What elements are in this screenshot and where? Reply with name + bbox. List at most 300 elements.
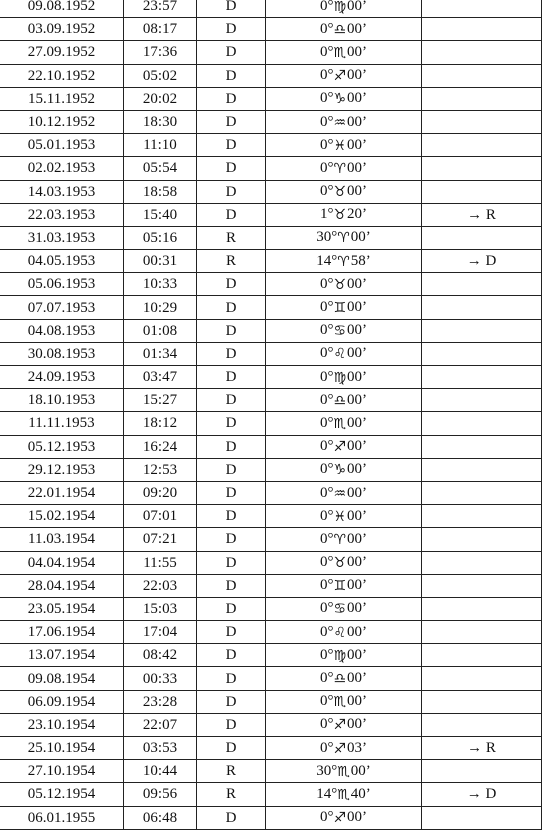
position-degrees: 1° xyxy=(319,206,334,223)
position-degrees: 0° xyxy=(319,113,334,130)
position-degrees: 30° xyxy=(316,762,338,779)
zodiac-sign-icon: ♉︎ xyxy=(333,207,347,224)
position-cell xyxy=(266,435,422,458)
position-cell xyxy=(266,574,422,597)
station-note-cell xyxy=(422,574,542,597)
zodiac-sign-icon: ♏︎ xyxy=(337,763,350,780)
table-row xyxy=(0,458,542,481)
time-cell: 22:07 xyxy=(124,713,197,736)
date-cell: 24.09.1953 xyxy=(0,366,124,389)
station-note-cell xyxy=(422,528,542,551)
position-degrees: 0° xyxy=(319,600,334,617)
position-cell xyxy=(266,806,422,829)
date-cell: 11.03.1954 xyxy=(0,528,124,551)
direction-cell: D xyxy=(197,319,266,342)
position-degrees: 0° xyxy=(319,368,334,385)
zodiac-sign-icon: ♍︎ xyxy=(333,369,347,386)
table-row xyxy=(0,134,542,157)
time-cell: 18:58 xyxy=(124,180,197,203)
position-minutes: 00’ xyxy=(347,159,368,176)
date-cell: 13.07.1954 xyxy=(0,644,124,667)
time-cell: 18:12 xyxy=(124,412,197,435)
station-note-cell xyxy=(422,366,542,389)
time-cell: 05:16 xyxy=(124,226,197,249)
direction-cell: D xyxy=(197,435,266,458)
position-degrees: 0° xyxy=(319,507,334,524)
direction-cell: D xyxy=(197,0,266,18)
direction-cell: D xyxy=(197,505,266,528)
station-note-cell: → D xyxy=(422,250,542,273)
time-cell: 17:04 xyxy=(124,621,197,644)
time-cell: 09:20 xyxy=(124,481,197,504)
time-cell: 23:57 xyxy=(124,0,197,18)
time-cell: 15:27 xyxy=(124,389,197,412)
zodiac-sign-icon: ♈︎ xyxy=(333,160,347,177)
date-cell: 15.11.1952 xyxy=(0,87,124,110)
date-cell: 03.09.1952 xyxy=(0,18,124,41)
zodiac-sign-icon: ♐︎ xyxy=(333,717,347,734)
zodiac-sign-icon: ♊︎ xyxy=(333,300,347,317)
position-degrees: 0° xyxy=(319,322,334,339)
position-degrees: 30° xyxy=(316,229,338,246)
position-minutes: 00’ xyxy=(347,391,368,408)
time-cell: 18:30 xyxy=(124,110,197,133)
position-cell xyxy=(266,250,422,273)
table-row xyxy=(0,157,542,180)
position-minutes: 00’ xyxy=(347,600,368,617)
direction-cell: D xyxy=(197,667,266,690)
direction-cell: D xyxy=(197,296,266,319)
zodiac-sign-icon: ♈︎ xyxy=(333,531,347,548)
table-row xyxy=(0,481,542,504)
date-cell: 17.06.1954 xyxy=(0,621,124,644)
position-degrees: 0° xyxy=(319,43,334,60)
time-cell: 03:53 xyxy=(124,737,197,760)
table-row xyxy=(0,574,542,597)
direction-cell: D xyxy=(197,273,266,296)
position-degrees: 0° xyxy=(319,484,334,501)
zodiac-sign-icon: ♎︎ xyxy=(333,671,347,688)
date-cell: 18.10.1953 xyxy=(0,389,124,412)
table-row xyxy=(0,342,542,365)
position-degrees: 0° xyxy=(319,461,334,478)
position-cell xyxy=(266,87,422,110)
zodiac-sign-icon: ♊︎ xyxy=(333,578,347,595)
zodiac-sign-icon: ♉︎ xyxy=(333,184,347,201)
position-minutes: 00’ xyxy=(347,43,368,60)
direction-cell: D xyxy=(197,621,266,644)
zodiac-sign-icon: ♏︎ xyxy=(337,786,350,803)
zodiac-sign-icon: ♍︎ xyxy=(333,0,347,15)
direction-cell: D xyxy=(197,110,266,133)
position-minutes: 00’ xyxy=(347,623,368,640)
position-degrees: 0° xyxy=(319,345,334,362)
station-note-cell xyxy=(422,806,542,829)
position-degrees: 0° xyxy=(319,716,334,733)
station-note-cell xyxy=(422,41,542,64)
time-cell: 10:44 xyxy=(124,760,197,783)
position-minutes: 00’ xyxy=(347,275,368,292)
position-minutes: 00’ xyxy=(347,136,368,153)
time-cell: 10:29 xyxy=(124,296,197,319)
date-cell: 05.01.1953 xyxy=(0,134,124,157)
station-note-cell xyxy=(422,87,542,110)
time-cell: 05:02 xyxy=(124,64,197,87)
position-minutes: 00’ xyxy=(347,646,368,663)
table-row xyxy=(0,389,542,412)
station-note-cell xyxy=(422,481,542,504)
date-cell: 05.12.1953 xyxy=(0,435,124,458)
position-degrees: 0° xyxy=(319,809,334,826)
time-cell: 11:10 xyxy=(124,134,197,157)
time-cell: 12:53 xyxy=(124,458,197,481)
position-cell xyxy=(266,110,422,133)
date-cell: 15.02.1954 xyxy=(0,505,124,528)
table-row xyxy=(0,644,542,667)
position-cell xyxy=(266,157,422,180)
position-minutes: 00’ xyxy=(347,414,368,431)
direction-cell: R xyxy=(197,226,266,249)
position-degrees: 0° xyxy=(319,183,334,200)
direction-cell: D xyxy=(197,574,266,597)
position-cell xyxy=(266,180,422,203)
station-note-cell xyxy=(422,412,542,435)
position-degrees: 0° xyxy=(319,136,334,153)
station-note-cell xyxy=(422,690,542,713)
date-cell: 22.03.1953 xyxy=(0,203,124,226)
time-cell: 23:28 xyxy=(124,690,197,713)
time-cell: 08:42 xyxy=(124,644,197,667)
zodiac-sign-icon: ♉︎ xyxy=(333,276,347,293)
position-cell xyxy=(266,621,422,644)
date-cell: 23.05.1954 xyxy=(0,597,124,620)
date-cell: 14.03.1953 xyxy=(0,180,124,203)
table-row xyxy=(0,783,542,806)
time-cell: 01:34 xyxy=(124,342,197,365)
direction-cell: D xyxy=(197,806,266,829)
position-cell xyxy=(266,783,422,806)
station-note-cell xyxy=(422,157,542,180)
position-cell xyxy=(266,319,422,342)
date-cell: 09.08.1952 xyxy=(0,0,124,18)
position-minutes: 00’ xyxy=(347,368,368,385)
position-minutes: 00’ xyxy=(347,90,368,107)
table-row xyxy=(0,713,542,736)
direction-cell: D xyxy=(197,180,266,203)
date-cell: 10.12.1952 xyxy=(0,110,124,133)
position-cell xyxy=(266,760,422,783)
position-cell xyxy=(266,737,422,760)
station-note-cell xyxy=(422,180,542,203)
zodiac-sign-icon: ♏︎ xyxy=(333,694,347,711)
time-cell: 01:08 xyxy=(124,319,197,342)
station-note-cell xyxy=(422,597,542,620)
table-row xyxy=(0,760,542,783)
table-row xyxy=(0,296,542,319)
station-note-cell xyxy=(422,551,542,574)
position-cell xyxy=(266,481,422,504)
position-minutes: 00’ xyxy=(347,183,368,200)
direction-cell: D xyxy=(197,64,266,87)
direction-cell: D xyxy=(197,157,266,180)
position-minutes: 00’ xyxy=(347,299,368,316)
table-row xyxy=(0,110,542,133)
station-note-cell xyxy=(422,342,542,365)
date-cell: 07.07.1953 xyxy=(0,296,124,319)
position-degrees: 0° xyxy=(319,646,334,663)
position-minutes: 00’ xyxy=(347,554,368,571)
date-cell: 09.08.1954 xyxy=(0,667,124,690)
station-note-cell xyxy=(422,621,542,644)
position-minutes: 40’ xyxy=(350,785,371,802)
station-note-cell xyxy=(422,458,542,481)
table-row xyxy=(0,412,542,435)
position-minutes: 00’ xyxy=(347,322,368,339)
zodiac-sign-icon: ♈︎ xyxy=(337,230,350,247)
position-minutes: 00’ xyxy=(347,0,368,14)
position-minutes: 00’ xyxy=(347,113,368,130)
date-cell: 06.09.1954 xyxy=(0,690,124,713)
date-cell: 27.10.1954 xyxy=(0,760,124,783)
position-cell xyxy=(266,226,422,249)
table-row xyxy=(0,18,542,41)
position-minutes: 00’ xyxy=(347,438,368,455)
position-degrees: 0° xyxy=(319,438,334,455)
station-note-cell xyxy=(422,713,542,736)
position-minutes: 00’ xyxy=(350,229,371,246)
direction-cell: D xyxy=(197,203,266,226)
position-degrees: 0° xyxy=(319,577,334,594)
direction-cell: D xyxy=(197,41,266,64)
date-cell: 05.06.1953 xyxy=(0,273,124,296)
position-cell xyxy=(266,64,422,87)
position-minutes: 00’ xyxy=(347,670,368,687)
time-cell: 10:33 xyxy=(124,273,197,296)
direction-cell: R xyxy=(197,783,266,806)
station-note-cell xyxy=(422,505,542,528)
position-degrees: 0° xyxy=(319,670,334,687)
zodiac-sign-icon: ♉︎ xyxy=(333,555,347,572)
position-minutes: 00’ xyxy=(347,693,368,710)
zodiac-sign-icon: ♒︎ xyxy=(333,485,347,502)
table-row xyxy=(0,667,542,690)
date-cell: 04.08.1953 xyxy=(0,319,124,342)
direction-cell: R xyxy=(197,250,266,273)
station-note-cell xyxy=(422,134,542,157)
table-row xyxy=(0,87,542,110)
time-cell: 00:31 xyxy=(124,250,197,273)
zodiac-sign-icon: ♒︎ xyxy=(333,114,347,131)
time-cell: 07:01 xyxy=(124,505,197,528)
station-note-cell xyxy=(422,296,542,319)
direction-cell: D xyxy=(197,389,266,412)
table-row xyxy=(0,273,542,296)
time-cell: 22:03 xyxy=(124,574,197,597)
time-cell: 05:54 xyxy=(124,157,197,180)
date-cell: 27.09.1952 xyxy=(0,41,124,64)
direction-cell: D xyxy=(197,690,266,713)
zodiac-sign-icon: ♎︎ xyxy=(333,392,347,409)
date-cell: 04.04.1954 xyxy=(0,551,124,574)
station-note-cell xyxy=(422,435,542,458)
direction-cell: D xyxy=(197,342,266,365)
table-row xyxy=(0,180,542,203)
position-cell xyxy=(266,18,422,41)
position-degrees: 0° xyxy=(319,739,334,756)
date-cell: 22.01.1954 xyxy=(0,481,124,504)
zodiac-sign-icon: ♌︎ xyxy=(333,346,347,363)
position-cell xyxy=(266,366,422,389)
zodiac-sign-icon: ♋︎ xyxy=(333,601,347,618)
direction-cell: D xyxy=(197,87,266,110)
zodiac-sign-icon: ♍︎ xyxy=(333,647,347,664)
time-cell: 15:40 xyxy=(124,203,197,226)
station-note-cell: → R xyxy=(422,203,542,226)
position-degrees: 0° xyxy=(319,299,334,316)
position-degrees: 0° xyxy=(319,391,334,408)
date-cell: 02.02.1953 xyxy=(0,157,124,180)
direction-cell: D xyxy=(197,713,266,736)
position-degrees: 0° xyxy=(319,159,334,176)
station-note-cell xyxy=(422,667,542,690)
time-cell: 08:17 xyxy=(124,18,197,41)
position-minutes: 00’ xyxy=(347,577,368,594)
zodiac-sign-icon: ♓︎ xyxy=(333,508,347,525)
position-minutes: 20’ xyxy=(347,206,368,223)
position-degrees: 0° xyxy=(319,20,334,37)
position-cell xyxy=(266,713,422,736)
direction-cell: D xyxy=(197,366,266,389)
direction-cell: D xyxy=(197,644,266,667)
station-note-cell xyxy=(422,110,542,133)
position-cell xyxy=(266,505,422,528)
time-cell: 17:36 xyxy=(124,41,197,64)
date-cell: 04.05.1953 xyxy=(0,250,124,273)
position-minutes: 58’ xyxy=(350,252,371,269)
position-minutes: 00’ xyxy=(347,345,368,362)
table-row xyxy=(0,226,542,249)
table-row xyxy=(0,806,542,829)
position-minutes: 03’ xyxy=(347,739,368,756)
position-cell xyxy=(266,458,422,481)
station-note-cell xyxy=(422,64,542,87)
direction-cell: D xyxy=(197,551,266,574)
station-note-cell xyxy=(422,18,542,41)
time-cell: 07:21 xyxy=(124,528,197,551)
position-cell xyxy=(266,389,422,412)
position-cell xyxy=(266,528,422,551)
direction-cell: D xyxy=(197,737,266,760)
date-cell: 06.01.1955 xyxy=(0,806,124,829)
position-degrees: 0° xyxy=(319,530,334,547)
position-degrees: 0° xyxy=(319,693,334,710)
time-cell: 03:47 xyxy=(124,366,197,389)
position-minutes: 00’ xyxy=(347,461,368,478)
position-minutes: 00’ xyxy=(347,20,368,37)
time-cell: 20:02 xyxy=(124,87,197,110)
position-cell xyxy=(266,551,422,574)
station-note-cell xyxy=(422,273,542,296)
station-note-cell xyxy=(422,644,542,667)
table-row xyxy=(0,621,542,644)
zodiac-sign-icon: ♏︎ xyxy=(333,44,347,61)
position-degrees: 0° xyxy=(319,67,334,84)
date-cell: 25.10.1954 xyxy=(0,737,124,760)
position-minutes: 00’ xyxy=(347,716,368,733)
table-row xyxy=(0,41,542,64)
table-row xyxy=(0,366,542,389)
time-cell: 00:33 xyxy=(124,667,197,690)
direction-cell: D xyxy=(197,134,266,157)
table-row xyxy=(0,505,542,528)
time-cell: 16:24 xyxy=(124,435,197,458)
direction-cell: D xyxy=(197,412,266,435)
table-row xyxy=(0,203,542,226)
position-minutes: 00’ xyxy=(347,530,368,547)
position-minutes: 00’ xyxy=(347,484,368,501)
position-cell xyxy=(266,134,422,157)
position-minutes: 00’ xyxy=(350,762,371,779)
station-note-cell xyxy=(422,226,542,249)
date-cell: 28.04.1954 xyxy=(0,574,124,597)
station-note-cell xyxy=(422,319,542,342)
position-cell xyxy=(266,0,422,18)
zodiac-sign-icon: ♐︎ xyxy=(333,68,347,85)
zodiac-sign-icon: ♑︎ xyxy=(333,91,347,108)
zodiac-sign-icon: ♐︎ xyxy=(333,810,347,827)
date-cell: 29.12.1953 xyxy=(0,458,124,481)
direction-cell: D xyxy=(197,528,266,551)
table-row xyxy=(0,597,542,620)
date-cell: 31.03.1953 xyxy=(0,226,124,249)
position-cell xyxy=(266,273,422,296)
station-note-cell xyxy=(422,0,542,18)
direction-cell: R xyxy=(197,760,266,783)
direction-cell: D xyxy=(197,458,266,481)
position-cell xyxy=(266,690,422,713)
table-row xyxy=(0,250,542,273)
position-cell xyxy=(266,203,422,226)
position-degrees: 0° xyxy=(319,0,334,14)
zodiac-sign-icon: ♈︎ xyxy=(337,253,350,270)
zodiac-sign-icon: ♋︎ xyxy=(333,323,347,340)
table-row xyxy=(0,528,542,551)
position-cell xyxy=(266,342,422,365)
zodiac-sign-icon: ♎︎ xyxy=(333,21,347,38)
position-minutes: 00’ xyxy=(347,809,368,826)
position-minutes: 00’ xyxy=(347,507,368,524)
zodiac-sign-icon: ♑︎ xyxy=(333,462,347,479)
direction-cell: D xyxy=(197,597,266,620)
position-degrees: 0° xyxy=(319,623,334,640)
position-minutes: 00’ xyxy=(347,67,368,84)
zodiac-sign-icon: ♏︎ xyxy=(333,415,347,432)
date-cell: 11.11.1953 xyxy=(0,412,124,435)
date-cell: 23.10.1954 xyxy=(0,713,124,736)
station-note-cell xyxy=(422,389,542,412)
table-row xyxy=(0,319,542,342)
date-cell: 05.12.1954 xyxy=(0,783,124,806)
position-cell xyxy=(266,296,422,319)
position-cell xyxy=(266,41,422,64)
position-cell xyxy=(266,412,422,435)
time-cell: 09:56 xyxy=(124,783,197,806)
zodiac-sign-icon: ♓︎ xyxy=(333,137,347,154)
date-cell: 30.08.1953 xyxy=(0,342,124,365)
zodiac-sign-icon: ♐︎ xyxy=(333,740,347,757)
position-degrees: 14° xyxy=(316,785,338,802)
position-degrees: 0° xyxy=(319,554,334,571)
